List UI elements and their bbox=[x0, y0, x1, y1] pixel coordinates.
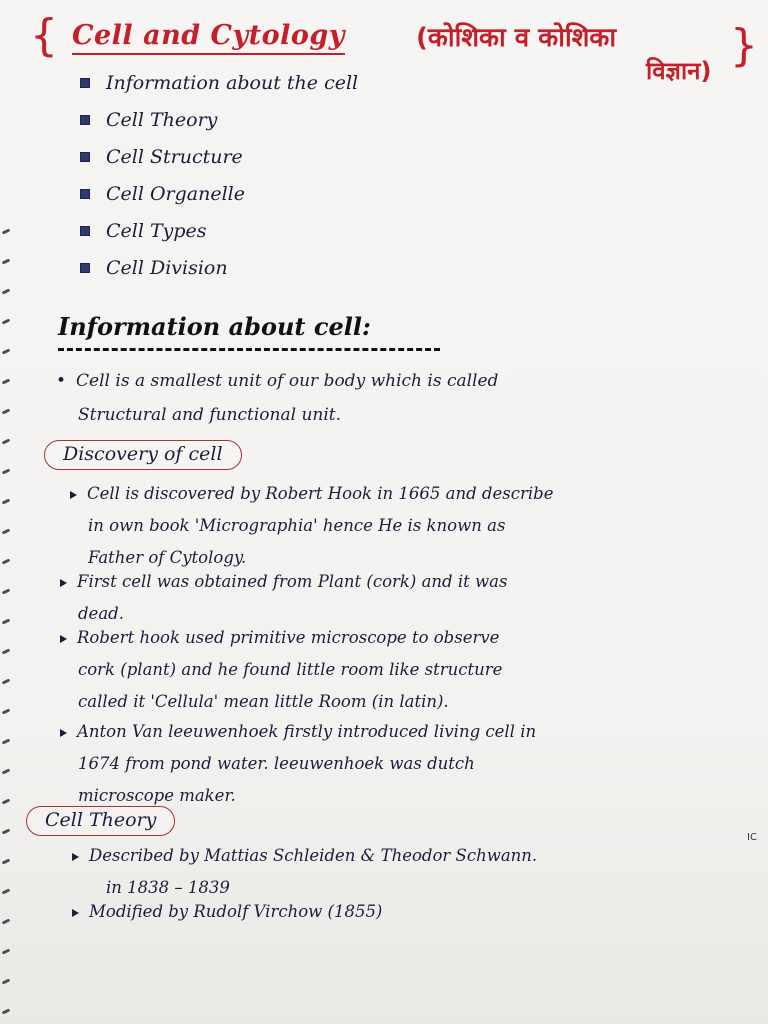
close-brace: } bbox=[730, 20, 758, 71]
square-bullet-icon bbox=[80, 152, 90, 162]
cell-theory-point-1: Described by Mattias Schleiden & Theodor Schwann. in 1838 – 1839 bbox=[72, 840, 537, 904]
arrow-bullet-icon bbox=[70, 491, 77, 499]
discovery-label: Discovery of cell bbox=[44, 440, 242, 470]
cell-theory-label: Cell Theory bbox=[26, 806, 175, 836]
arrow-bullet-icon bbox=[60, 635, 67, 643]
heading-underline bbox=[58, 348, 440, 351]
cell-theory-point-2: Modified by Rudolf Virchow (1855) bbox=[72, 896, 382, 928]
arrow-bullet-icon bbox=[60, 579, 67, 587]
dot-bullet-icon: • bbox=[56, 371, 67, 391]
discovery-point-1: Cell is discovered by Robert Hook in 1665 and describe in own book 'Micrographia' hence He is known as Father of Cytology. bbox=[70, 478, 553, 574]
discovery-point-2: First cell was obtained from Plant (cork) and it was dead. bbox=[60, 566, 507, 630]
square-bullet-icon bbox=[80, 263, 90, 273]
arrow-bullet-icon bbox=[72, 853, 79, 861]
list-item: Cell Organelle bbox=[80, 175, 358, 212]
list-item: Information about the cell bbox=[80, 64, 358, 101]
spiral-binding bbox=[0, 230, 16, 1020]
list-item: Cell Theory bbox=[80, 101, 358, 138]
title-hindi-continued: विज्ञान) bbox=[646, 57, 712, 85]
square-bullet-icon bbox=[80, 189, 90, 199]
square-bullet-icon bbox=[80, 226, 90, 236]
list-item: Cell Structure bbox=[80, 138, 358, 175]
list-item: Cell Types bbox=[80, 212, 358, 249]
intro-paragraph: • Cell is a smallest unit of our body which is called Structural and functional unit. bbox=[56, 371, 499, 425]
list-item: Cell Division bbox=[80, 249, 358, 286]
discovery-point-3: Robert hook used primitive microscope to observe cork (plant) and he found little room like structure called it 'Cellula' mean little Room (in latin). bbox=[60, 622, 502, 718]
title-hindi: (कोशिका व कोशिका bbox=[416, 23, 617, 53]
section-heading: Information about cell: bbox=[58, 312, 371, 341]
discovery-point-4: Anton Van leeuwenhoek firstly introduced living cell in 1674 from pond water. leeuwenhoek was dutch microscope maker. bbox=[60, 716, 536, 812]
open-brace: { bbox=[30, 10, 58, 61]
margin-mark: IC bbox=[747, 832, 757, 843]
arrow-bullet-icon bbox=[72, 909, 79, 917]
square-bullet-icon bbox=[80, 78, 90, 88]
square-bullet-icon bbox=[80, 115, 90, 125]
topic-list bbox=[80, 64, 358, 286]
arrow-bullet-icon bbox=[60, 729, 67, 737]
title-english: Cell and Cytology bbox=[72, 20, 345, 55]
